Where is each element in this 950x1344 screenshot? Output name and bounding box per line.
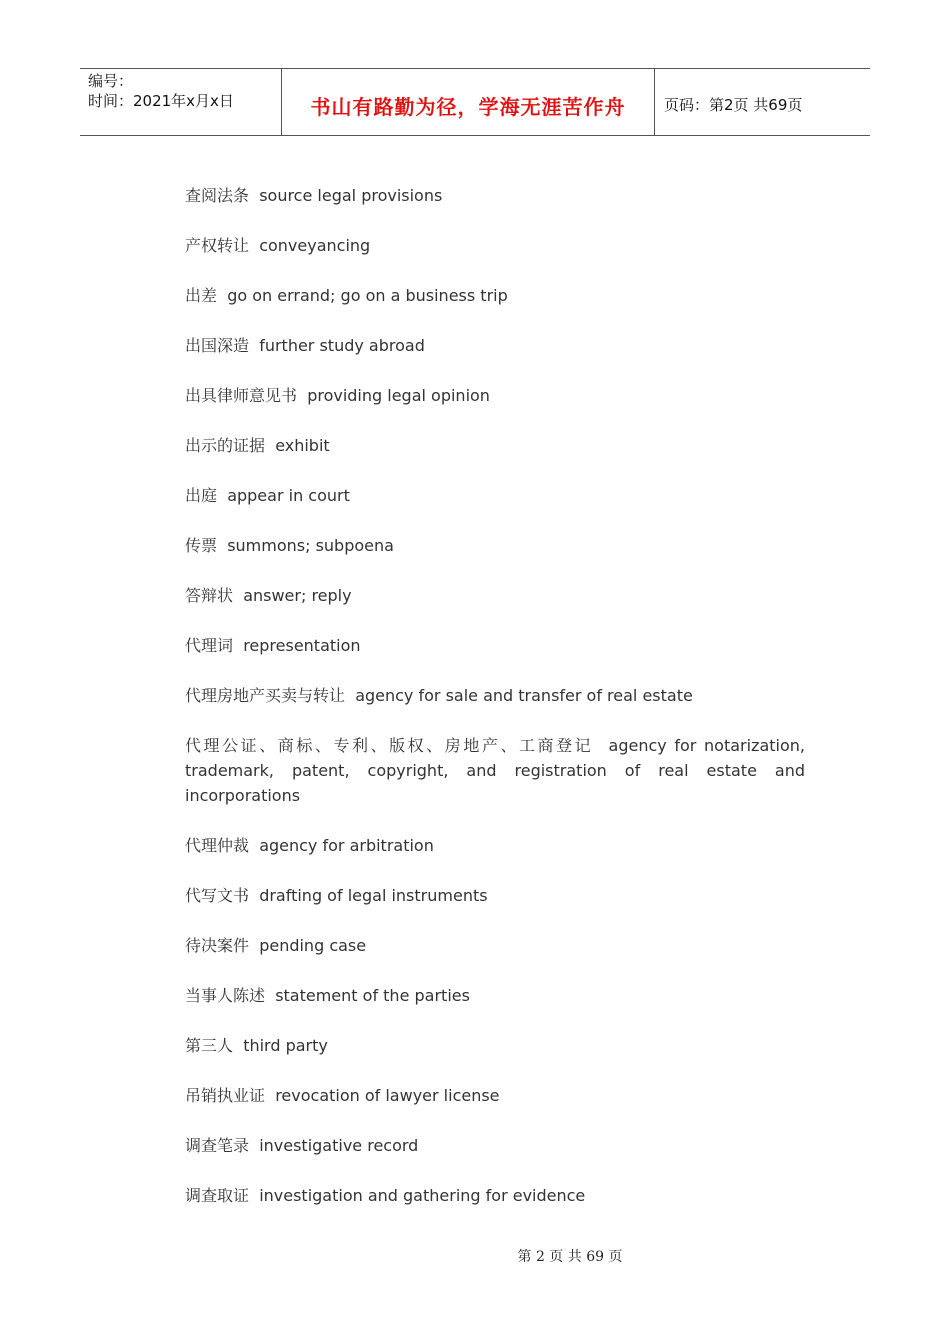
term-chinese: 出差 [185,286,218,305]
term-english: representation [243,636,361,655]
term-english: investigative record [259,1136,419,1155]
glossary-entry [185,933,805,958]
document-date: 时间：2021年x月x日 [88,92,234,110]
term-english: further study abroad [259,336,425,355]
term-english: agency for notarization, trademark, patent, copyright, and registration of real estate and incorporations [185,736,805,805]
term-english: pending case [259,936,367,955]
term-english: drafting of legal instruments [259,886,488,905]
term-chinese: 答辩状 [185,586,234,605]
glossary-entry [185,283,805,308]
glossary-entry [185,233,805,258]
term-english: answer; reply [243,586,352,605]
term-chinese: 出示的证据 [185,436,266,455]
term-chinese: 传票 [185,536,218,555]
term-english: third party [243,1036,328,1055]
term-chinese: 当事人陈述 [185,986,266,1005]
term-chinese: 查阅法条 [185,186,250,205]
glossary-entry [185,383,805,408]
glossary-entry [185,1183,805,1208]
term-english: go on errand; go on a business trip [227,286,508,305]
term-english: agency for arbitration [259,836,434,855]
term-english: conveyancing [259,236,371,255]
term-chinese: 代写文书 [185,886,250,905]
term-chinese: 第三人 [185,1036,234,1055]
glossary-list [185,183,805,1233]
header-meta [88,71,283,111]
term-english: appear in court [227,486,350,505]
header-divider [654,69,655,135]
document-number-label: 编号： [88,72,134,90]
term-english: exhibit [275,436,330,455]
glossary-entry [185,433,805,458]
term-chinese: 代理词 [185,636,234,655]
glossary-entry [185,183,805,208]
term-english: statement of the parties [275,986,470,1005]
glossary-entry [185,483,805,508]
term-chinese: 代理公证、商标、专利、版权、房地产、工商登记 [185,736,594,755]
header-motto: 书山有路勤为径，学海无涯苦作舟 [310,95,626,119]
glossary-entry [185,633,805,658]
term-chinese: 调查取证 [185,1186,250,1205]
glossary-entry [185,583,805,608]
term-english: investigation and gathering for evidence [259,1186,586,1205]
term-english: agency for sale and transfer of real estate [355,686,693,705]
header-page-info: 页码：第2页 共69页 [664,96,803,114]
term-chinese: 代理仲裁 [185,836,250,855]
term-chinese: 待决案件 [185,936,250,955]
term-english: source legal provisions [259,186,443,205]
glossary-entry [185,533,805,558]
term-chinese: 吊销执业证 [185,1086,266,1105]
page-footer: 第 2 页 共 69 页 [517,1249,623,1265]
term-english: providing legal opinion [307,386,490,405]
term-chinese: 代理房地产买卖与转让 [185,686,346,705]
glossary-entry [185,983,805,1008]
glossary-entry [185,833,805,858]
term-chinese: 出国深造 [185,336,250,355]
term-english: revocation of lawyer license [275,1086,500,1105]
term-chinese: 调查笔录 [185,1136,250,1155]
glossary-entry [185,733,805,808]
term-chinese: 出庭 [185,486,218,505]
term-chinese: 产权转让 [185,236,250,255]
glossary-entry [185,1083,805,1108]
glossary-entry [185,333,805,358]
glossary-entry [185,683,805,708]
glossary-entry [185,883,805,908]
glossary-entry [185,1133,805,1158]
page-header [80,68,870,136]
term-english: summons; subpoena [227,536,394,555]
glossary-entry [185,1033,805,1058]
term-chinese: 出具律师意见书 [185,386,298,405]
